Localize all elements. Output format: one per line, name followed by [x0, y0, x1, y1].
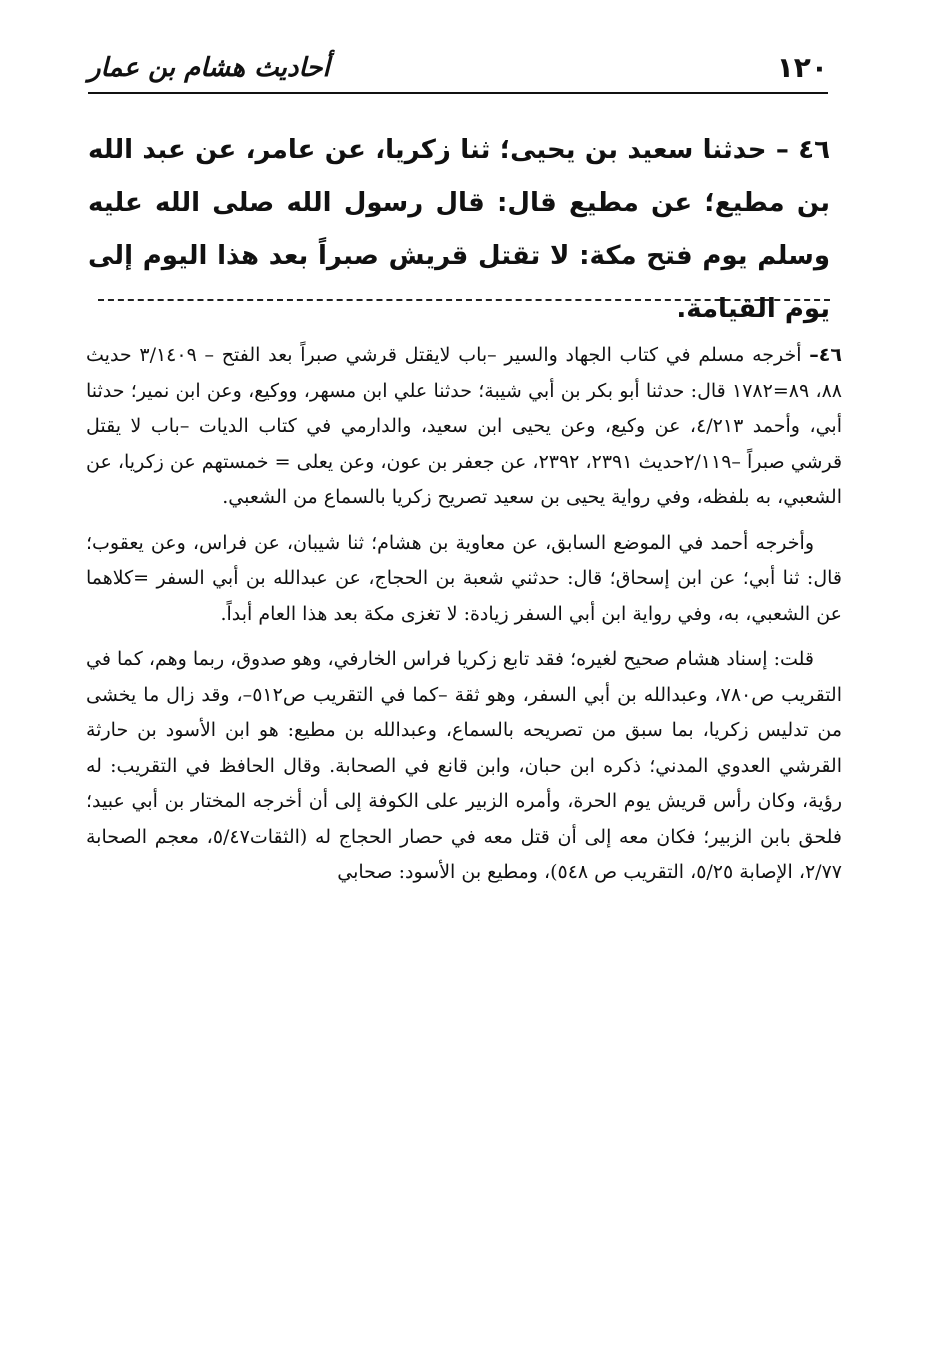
- footnote-number: ٤٦–: [809, 344, 842, 366]
- hadith-text-block: [88, 124, 830, 336]
- footnote-paragraph-1: [86, 338, 842, 516]
- page-header: [88, 44, 828, 94]
- hadith-number: ٤٦: [798, 135, 830, 165]
- hadith-body: حدثنا سعيد بن يحيى؛ ثنا زكريا، عن عامر، عن عبد الله بن مطيع؛ عن مطيع قال: قال رسول الله صلى الله عليه وسلم يوم فتح مكة: لا تقتل قريش صبراً بعد هذا اليوم إلى يوم القيامة.: [88, 135, 830, 324]
- footnote-paragraph-2: وأخرجه أحمد في الموضع السابق، عن معاوية بن هشام؛ ثنا شيبان، عن فراس، وعن يعقوب؛ قال: ثنا أبي؛ عن ابن إسحاق؛ قال: حدثني شعبة بن الحجاج، عن عبدالله بن أبي السفر =كلاهما عن الشعبي، به، وفي رواية ابن أبي السفر زيادة: لا تغزى مكة بعد هذا العام أبداً.: [86, 531, 842, 625]
- footnotes: [86, 338, 842, 901]
- footnote-separator: [98, 299, 830, 301]
- running-title: أحاديث هشام بن عمار: [88, 53, 330, 83]
- footnote-text-1: أخرجه مسلم في كتاب الجهاد والسير –باب لايقتل قرشي صبراً بعد الفتح – ٣/١٤٠٩ حديث ٨٨، ٨٩=١٧٨٢ قال: حدثنا أبو بكر بن أبي شيبة؛ حدثنا علي ابن مسهر، ووكيع، وعن ابن نمير؛ حدثنا أبي، وأحمد ٤/٢١٣، عن وكيع، وعن يحيى ابن سعيد، والدارمي في كتاب الديات –باب لا يقتل قرشي صبراً –٢/١١٩حديث ٢٣٩١، ٢٣٩٢، عن جعفر بن عون، وعن يعلى = خمستهم عن زكريا، عن الشعبي، به بلفظه، وفي رواية يحيى بن سعيد تصريح زكريا بالسماع من الشعبي.: [86, 344, 843, 508]
- hadith-dash: –: [775, 135, 789, 165]
- footnote-paragraph-3: قلت: إسناد هشام صحيح لغيره؛ فقد تابع زكريا فراس الخارفي، وهو صدوق، ربما وهم، كما في التقريب ص٧٨٠، وعبدالله بن أبي السفر، وهو ثقة –كما في التقريب ص٥١٢–، وقد زال ما يخشى من تدليس زكريا، بما سبق من تصريحه بالسماع، وعبدالله بن مطيع: هو ابن الأسود بن حارثة القرشي العدوي المدني؛ ذكره ابن حبان، وابن قانع في الصحابة. وقال الحافظ في التقريب: له رؤية، وكان رأس قريش يوم الحرة، وأمره الزبير على الكوفة إلى أن أخرجه المختار بن أبي عبيد؛ فلحق بابن الزبير؛ فكان معه إلى أن قتل معه في حصار الحجاج له (الثقات٥/٤٧، معجم الصحابة ٢/٧٧، الإصابة ٥/٢٥، التقريب ص ٥٤٨)، ومطيع بن الأسود: صحابي: [86, 648, 842, 883]
- page-number: ١٢٠: [776, 51, 828, 84]
